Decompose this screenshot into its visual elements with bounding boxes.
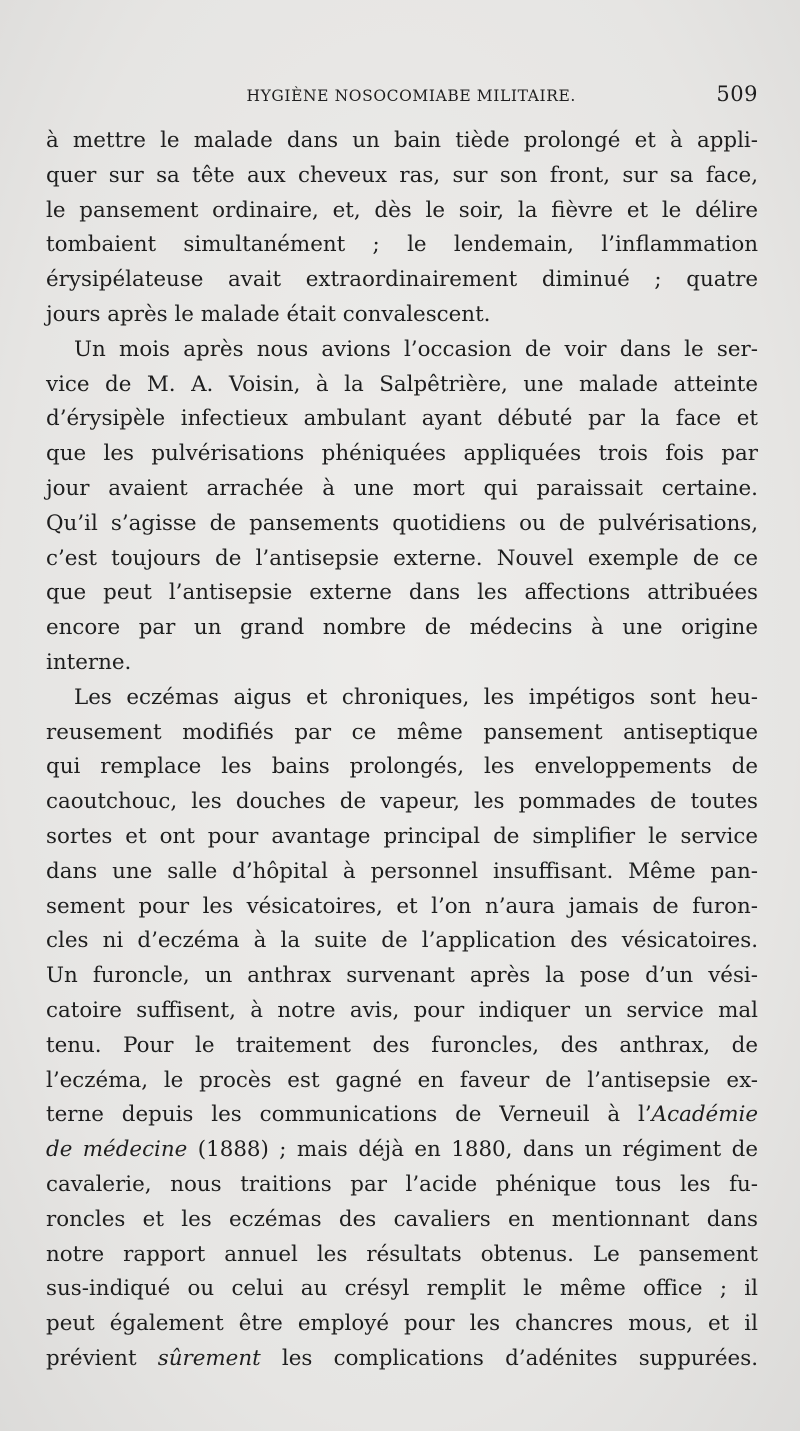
text-line: vice de M. A. Voisin, à la Salpêtrière, une malade atteinte xyxy=(46,371,758,397)
italic-title: de médecine xyxy=(46,1137,188,1163)
text-run: prévient xyxy=(46,1345,158,1371)
text-run: (1888) ; mais déjà en 1880, dans un régiment de xyxy=(187,1137,758,1163)
text-line: jours après le malade était convalescent. xyxy=(46,301,491,327)
text-line: tombaient simultanément ; le lendemain, l’inflammation xyxy=(46,232,758,258)
text-line: jour avaient arrachée à une mort qui paraissait certaine. xyxy=(46,475,758,501)
body-text xyxy=(46,124,758,1377)
text-line: qui remplace les bains prolongés, les enveloppements de xyxy=(46,754,758,780)
text-line xyxy=(46,1342,758,1377)
running-title: HYGIÈNE NOSOCOMIABE MILITAIRE. xyxy=(246,87,576,105)
text-line: Un furoncle, un anthrax survenant après la pose d’un vési- xyxy=(46,963,758,989)
text-line: sement pour les vésicatoires, et l’on n’aura jamais de furon- xyxy=(46,893,758,919)
text-line: notre rapport annuel les résultats obtenus. Le pansement xyxy=(46,1241,758,1267)
text-line: dans une salle d’hôpital à personnel insuffisant. Même pan- xyxy=(46,858,758,884)
text-run: les complications d’adénites suppurées. xyxy=(260,1345,758,1371)
italic-title: Académie xyxy=(651,1102,758,1128)
text-line: que les pulvérisations phéniquées appliquées trois fois par xyxy=(46,441,758,467)
text-line: sus-indiqué ou celui au crésyl remplit le même office ; il xyxy=(46,1276,758,1302)
text-line: quer sur sa tête aux cheveux ras, sur son front, sur sa face, xyxy=(46,162,758,188)
text-line: Les eczémas aigus et chroniques, les impétigos sont heu- xyxy=(74,684,758,710)
paragraph-3 xyxy=(46,681,758,1377)
text-line: catoire suffisent, à notre avis, pour indiquer un service mal xyxy=(46,997,758,1023)
text-line: peut également être employé pour les chancres mous, et il xyxy=(46,1311,758,1337)
running-head xyxy=(46,82,758,116)
text-line xyxy=(46,1133,758,1168)
page-number: 509 xyxy=(716,82,758,106)
text-line: érysipélateuse avait extraordinairement diminué ; quatre xyxy=(46,267,758,293)
text-line: l’eczéma, le procès est gagné en faveur de l’antisepsie ex- xyxy=(46,1067,758,1093)
text-line: caoutchouc, les douches de vapeur, les pommades de toutes xyxy=(46,789,758,815)
paragraph-2 xyxy=(46,333,758,681)
text-line: sortes et ont pour avantage principal de simplifier le service xyxy=(46,823,758,849)
text-line: c’est toujours de l’antisepsie externe. Nouvel exemple de ce xyxy=(46,545,758,571)
text-run: terne depuis les communications de Verneuil à l’ xyxy=(46,1102,652,1128)
text-line: que peut l’antisepsie externe dans les affections attribuées xyxy=(46,580,758,606)
text-line: roncles et les eczémas des cavaliers en mentionnant dans xyxy=(46,1206,758,1232)
text-line: cles ni d’eczéma à la suite de l’application des vésicatoires. xyxy=(46,928,758,954)
text-line: le pansement ordinaire, et, dès le soir, la fièvre et le délire xyxy=(46,197,758,223)
text-line: d’érysipèle infectieux ambulant ayant débuté par la face et xyxy=(46,406,758,432)
text-line: reusement modifiés par ce même pansement antiseptique xyxy=(46,719,758,745)
text-line: tenu. Pour le traitement des furoncles, des anthrax, de xyxy=(46,1032,758,1058)
text-line: cavalerie, nous traitions par l’acide phénique tous les fu- xyxy=(46,1171,758,1197)
text-line: Qu’il s’agisse de pansements quotidiens ou de pulvérisations, xyxy=(46,510,758,536)
text-line: à mettre le malade dans un bain tiède prolongé et à appli- xyxy=(46,128,758,153)
paragraph-1 xyxy=(46,124,758,333)
text-line xyxy=(46,1098,758,1133)
text-line: Un mois après nous avions l’occasion de voir dans le ser- xyxy=(74,336,758,362)
italic-word: sûrement xyxy=(157,1345,261,1371)
text-line: encore par un grand nombre de médecins à une origine xyxy=(46,615,758,641)
text-line: interne. xyxy=(46,649,132,675)
